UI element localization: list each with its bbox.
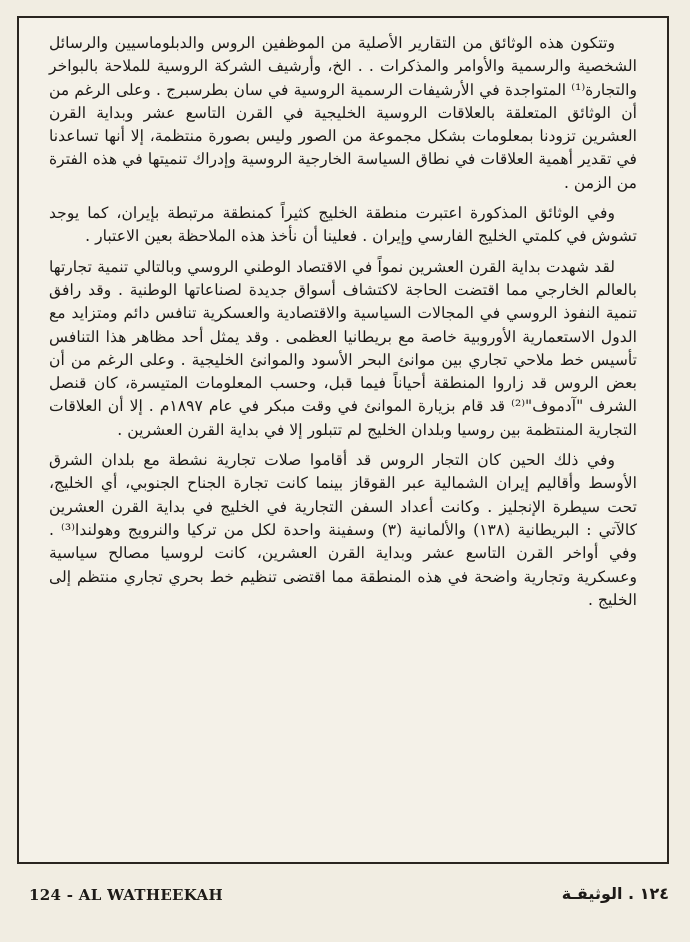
- paragraph-3: لقد شهدت بداية القرن العشرين نمواً في الاقتصاد الوطني الروسي وبالتالي تنمية تجارتها بالعالم الخارجي مما اقتضت الحاجة لاكتشاف أسواق جديدة لصناعاتها الوطنية . وقد رافق تنمية النفوذ الروسي في المجالات السياسية والاقتصادية والعسكرية تنافس دائم ومتزايد مع الدول الاستعمارية الأوروبية خاصة مع بريطانيا العظمى . وقد يمثل أحد مظاهر هذا التنافس تأسيس خط ملاحي تجاري بين موانئ البحر الأسود والموانئ الخليجية . وعلى الرغم من أن بعض الروس قد زاروا المنطقة أحياناً فيما قبل، وحسب المعلومات المتيسرة، كان قنصل الشرف "آدموف"⁽²⁾ قد قام بزيارة الموانئ في وقت مبكر في عام ١٨٩٧م . إلا أن العلاقات التجارية المنتظمة بين روسيا وبلدان الخليج لم تتبلور إلا في بداية القرن العشرين .: [49, 257, 638, 439]
- footer-page-number-arabic: ١٢٤ . الوثيقـة: [561, 884, 669, 903]
- paragraph-2: وفي الوثائق المذكورة اعتبرت منطقة الخليج كثيراً كمنطقة مرتبطة بإيران، كما يوجد تشوش في كلمتي الخليج الفارسي وإيران . فعلينا أن نأخذ هذه الملاحظة بعين الاعتبار .: [49, 204, 637, 246]
- page-frame: [17, 16, 669, 864]
- page-footer: [17, 884, 669, 910]
- paragraph-1: وتتكون هذه الوثائق من التقارير الأصلية من الموظفين الروس والدبلوماسيين والرسائل الشخصية والرسمية والأوامر والمذكرات . . الخ، وأرشيف الشركة الروسية للملاحة بالبواخر والتجارة⁽¹⁾ المتواجدة في الأرشيفات الرسمية الروسية في سان بطرسبرج . وعلى الرغم من أن الوثائق المتعلقة بالعلاقات الروسية الخليجية في القرن التاسع عشر وبداية القرن العشرين تزودنا بمعلومات بشكل مجموعة من الصور وليس بصورة منتظمة، إلا أنها تساعدنا في تقدير أهمية العلاقات في نطاق السياسة الخارجية الروسية وإدراك تنميتها في هذه الفترة من الزمن .: [49, 34, 637, 192]
- article-body: [49, 32, 637, 850]
- footer-page-number-latin: 124 - AL WATHEEKAH: [29, 886, 223, 904]
- paragraph-4: وفي ذلك الحين كان التجار الروس قد أقاموا صلات تجارية نشطة مع بلدان الشرق الأوسط وأقاليم إيران الشمالية عبر القوقاز بينما كانت تجارة الجناح الجنوبي، أي الخليج، تحت سيطرة الإنجليز . وكانت أعداد السفن التجارية في الخليج في بداية القرن العشرين كالآتي : البريطانية (١٣٨) والألمانية (٣) وسفينة واحدة لكل من تركيا والنرويج وهولندا⁽³⁾ . وفي أواخر القرن التاسع عشر وبداية القرن العشرين، كانت لروسيا مصالح سياسية وعسكرية وتجارية واضحة في هذه المنطقة مما اقتضى تنظيم خط بحري تجاري منتظم إلى الخليج .: [49, 451, 638, 609]
